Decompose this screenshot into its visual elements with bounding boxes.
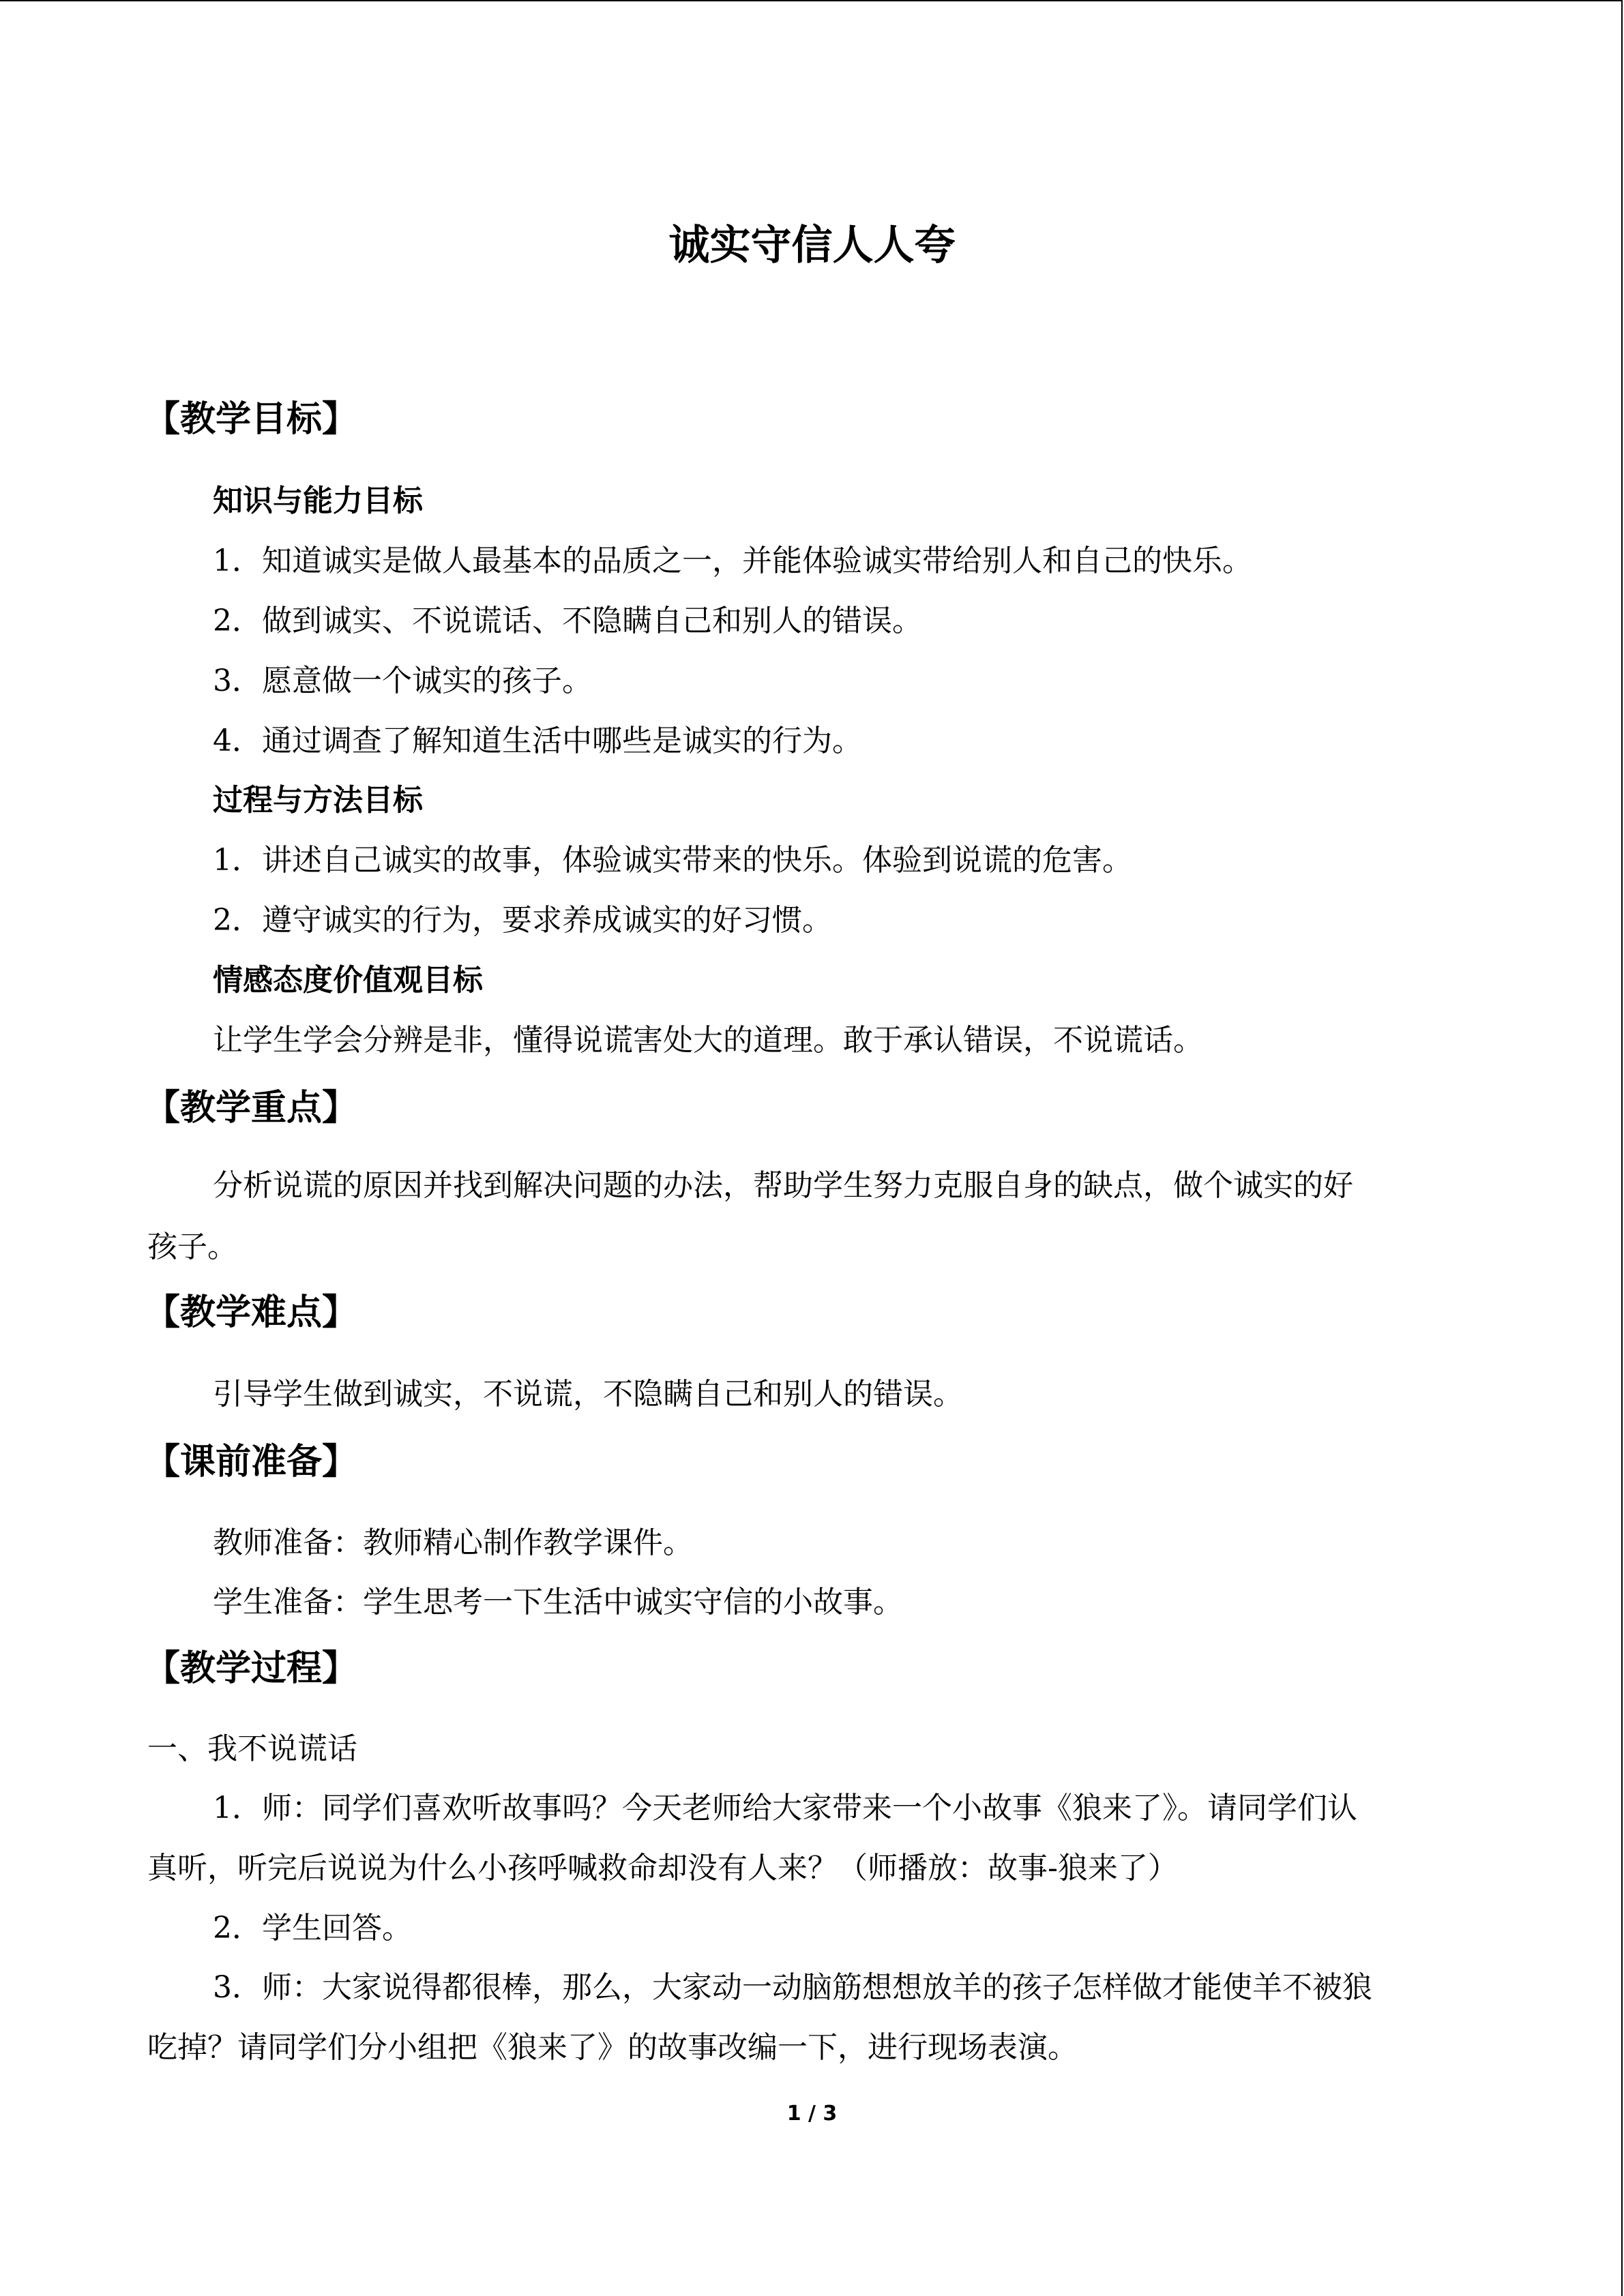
knowledge-item: 1．知道诚实是做人最基本的品质之一，并能体验诚实带给别人和自己的快乐。: [213, 543, 1252, 578]
section-heading-key: 【教学重点】: [145, 1087, 358, 1129]
difficulty-text: 引导学生做到诚实，不说谎，不隐瞒自己和别人的错误。: [213, 1377, 963, 1412]
process-step-line: 吃掉？请同学们分小组把《狼来了》的故事改编一下，进行现场表演。: [147, 2030, 1078, 2065]
knowledge-item: 2．做到诚实、不说谎话、不隐瞒自己和别人的错误。: [213, 603, 922, 638]
process-step-line: 1．师：同学们喜欢听故事吗？今天老师给大家带来一个小故事《狼来了》。请同学们认: [213, 1791, 1357, 1825]
knowledge-item: 3．愿意做一个诚实的孩子。: [213, 664, 592, 698]
process-goal-item: 2．遵守诚实的行为，要求养成诚实的好习惯。: [213, 903, 832, 938]
process-step-line: 真听，听完后说说为什么小孩呼喊救命却没有人来？（师播放：故事-狼来了）: [147, 1851, 1178, 1885]
prep-student: 学生准备：学生思考一下生活中诚实守信的小故事。: [213, 1585, 903, 1620]
section-heading-process: 【教学过程】: [145, 1648, 358, 1689]
process-goal-item: 1．讲述自己诚实的故事，体验诚实带来的快乐。体验到说谎的危害。: [213, 843, 1132, 878]
section-heading-goals: 【教学目标】: [145, 398, 358, 440]
process-step-line: 3．师：大家说得都很棒，那么，大家动一动脑筋想想放羊的孩子怎样做才能使羊不被狼: [213, 1970, 1372, 2005]
emotion-goal-text: 让学生学会分辨是非，懂得说谎害处大的道理。敢于承认错误，不说谎话。: [213, 1023, 1203, 1058]
prep-teacher: 教师准备：教师精心制作教学课件。: [213, 1525, 693, 1560]
key-point-line: 孩子。: [147, 1229, 237, 1264]
process-part-heading: 一、我不说谎话: [147, 1731, 357, 1766]
key-point-line: 分析说谎的原因并找到解决问题的办法，帮助学生努力克服自身的缺点，做个诚实的好: [213, 1168, 1353, 1203]
knowledge-item: 4．通过调查了解知道生活中哪些是诚实的行为。: [213, 724, 862, 758]
section-heading-difficulty: 【教学难点】: [145, 1292, 358, 1333]
document-title: 诚实守信人人夸: [668, 222, 956, 269]
subheading-knowledge: 知识与能力目标: [213, 483, 423, 518]
page-number: 1 / 3: [786, 2102, 838, 2126]
section-heading-prep: 【课前准备】: [145, 1441, 358, 1482]
subheading-process: 过程与方法目标: [213, 783, 423, 818]
process-step-line: 2．学生回答。: [213, 1911, 412, 1945]
subheading-emotion: 情感态度价值观目标: [213, 963, 483, 998]
